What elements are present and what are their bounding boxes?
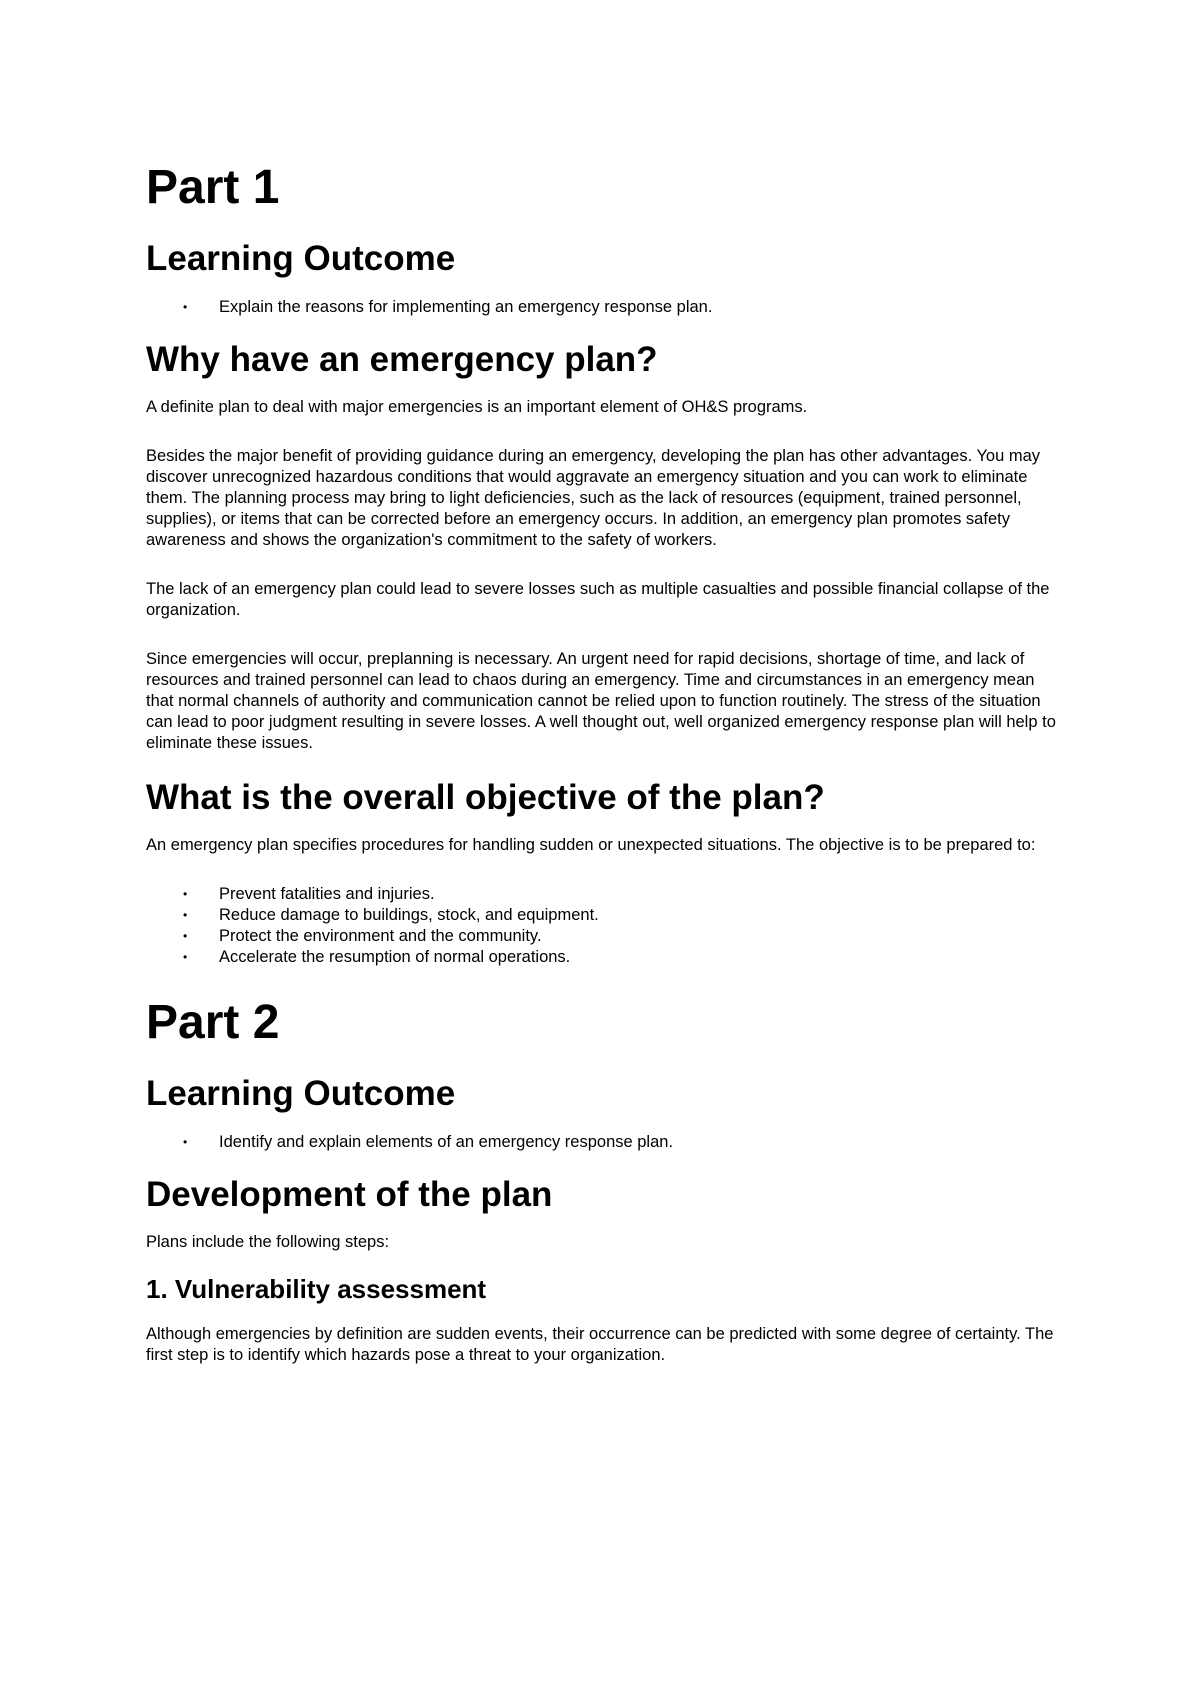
- part2-title: Part 2: [146, 996, 280, 1049]
- document-page: [146, 160, 1066, 1366]
- list-item: • Identify and explain elements of an emergency response plan.: [183, 1133, 674, 1151]
- part2-learning-outcome-heading: Learning Outcome: [146, 1074, 456, 1113]
- bullet-icon: •: [183, 1135, 188, 1149]
- development-heading: Development of the plan: [146, 1175, 553, 1214]
- why-paragraph-2: Besides the major benefit of providing guidance during an emergency, developing the plan has other advantages. You may discover unrecognized hazardous conditions that would aggravate an emergency situation and you can work to eliminate them. The planning process may bring to light deficiencies, such as the lack of resources (equipment, trained personnel, supplies), or items that can be corrected before an emergency occurs. In addition, an emergency plan promotes safety awareness and shows the organization's commitment to the safety of workers.: [146, 447, 1041, 549]
- overall-objective-heading: What is the overall objective of the plan?: [146, 778, 825, 817]
- part1-outcome-list: [146, 297, 1066, 318]
- part2-outcome-list: [146, 1132, 1066, 1153]
- why-paragraph-1: A definite plan to deal with major emergencies is an important element of OH&S programs.: [146, 398, 808, 416]
- part1-learning-outcome-heading: Learning Outcome: [146, 239, 456, 278]
- list-item: • Explain the reasons for implementing an emergency response plan.: [183, 298, 713, 316]
- bullet-icon: •: [183, 887, 188, 901]
- vulnerability-assessment-heading: 1. Vulnerability assessment: [146, 1274, 487, 1304]
- vulnerability-assessment-text: Although emergencies by definition are sudden events, their occurrence can be predicted with some degree of certainty. The first step is to identify which hazards pose a threat to your organization.: [146, 1325, 1054, 1364]
- objective-intro: An emergency plan specifies procedures for handling sudden or unexpected situations. The objective is to be prepared to:: [146, 836, 1036, 854]
- list-item: • Prevent fatalities and injuries.: [183, 885, 435, 903]
- list-item: • Protect the environment and the community.: [183, 927, 542, 945]
- why-paragraph-4: Since emergencies will occur, preplanning is necessary. An urgent need for rapid decisions, shortage of time, and lack of resources and trained personnel can lead to chaos during an emergency. Time and circumstances in an emergency mean that normal channels of authority and communication cannot be relied upon to function routinely. The stress of the situation can lead to poor judgment resulting in severe losses. A well thought out, well organized emergency response plan will help to eliminate these issues.: [146, 650, 1056, 752]
- why-emergency-plan-heading: Why have an emergency plan?: [146, 340, 658, 379]
- why-paragraph-3: The lack of an emergency plan could lead to severe losses such as multiple casualties and possible financial collapse of the organization.: [146, 580, 1050, 619]
- list-item: • Reduce damage to buildings, stock, and equipment.: [183, 906, 599, 924]
- objective-list: [146, 884, 1066, 968]
- bullet-icon: •: [183, 908, 188, 922]
- bullet-icon: •: [183, 300, 188, 314]
- bullet-icon: •: [183, 929, 188, 943]
- part1-title: Part 1: [146, 161, 280, 214]
- bullet-icon: •: [183, 950, 188, 964]
- list-item: • Accelerate the resumption of normal operations.: [183, 948, 571, 966]
- development-intro: Plans include the following steps:: [146, 1233, 390, 1251]
